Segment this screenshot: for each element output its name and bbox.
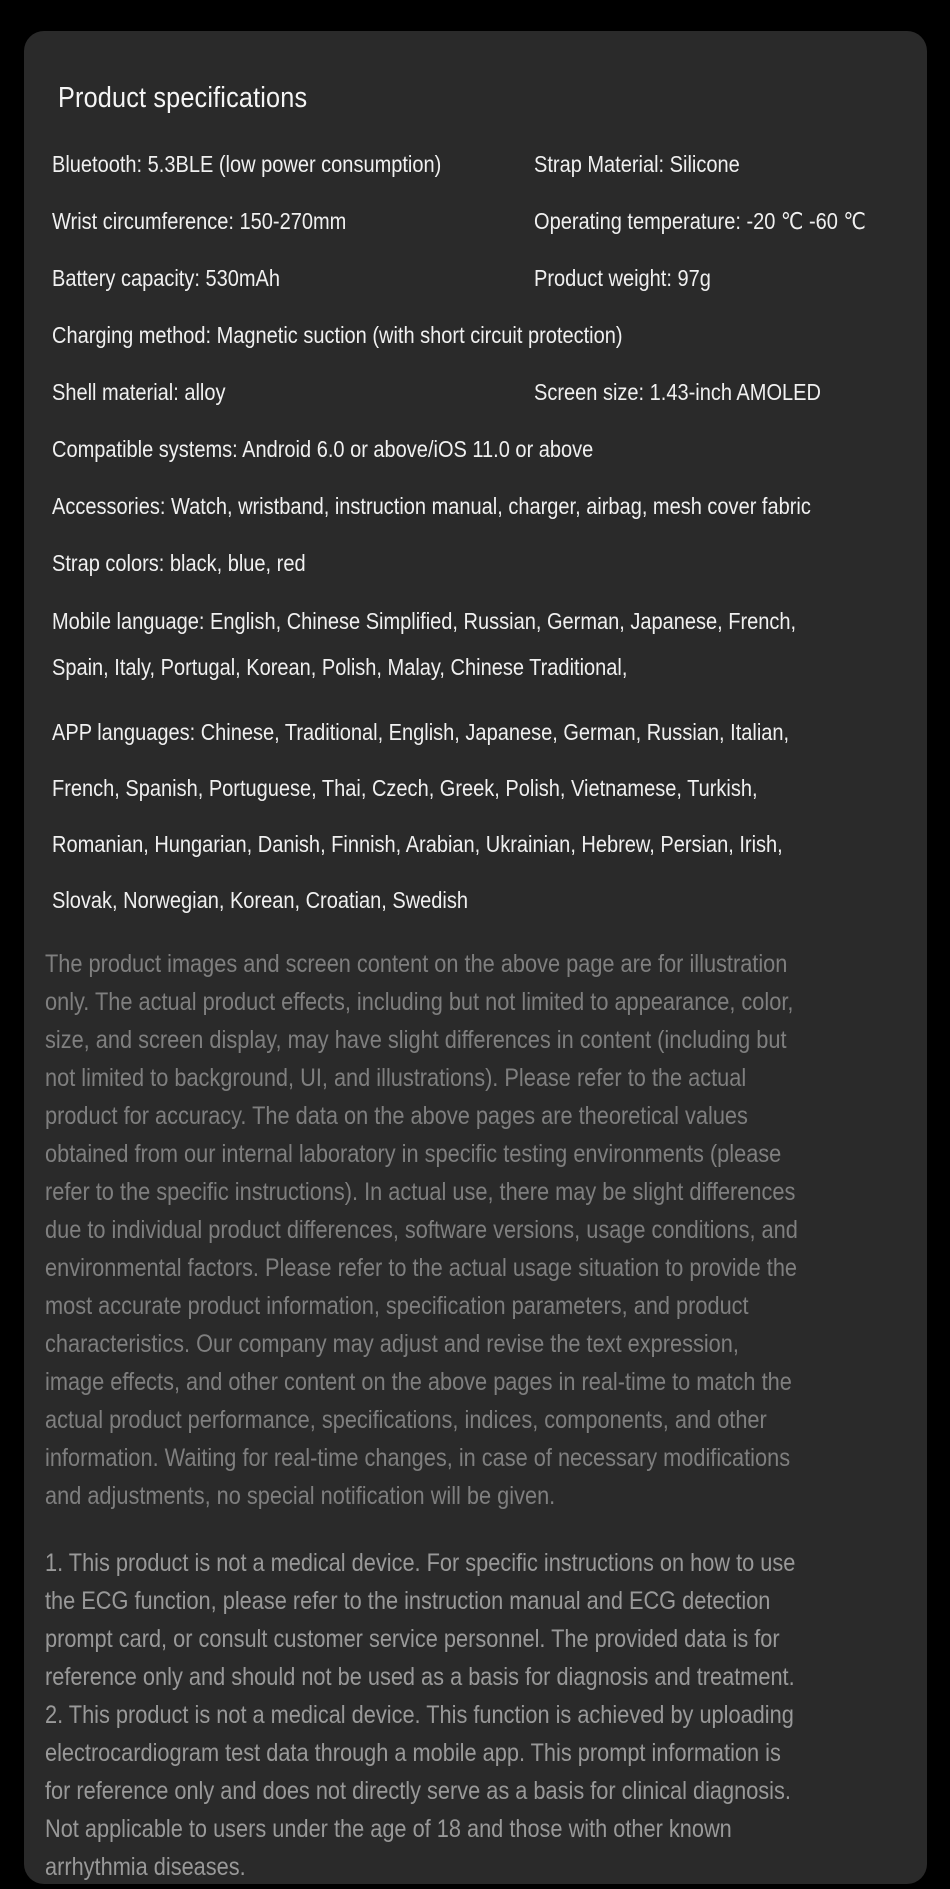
disclaimer-line: characteristics. Our company may adjust and revise the text expression,	[45, 1330, 739, 1358]
mobile-language-line: Spain, Italy, Portugal, Korean, Polish, Malay, Chinese Traditional,	[52, 654, 628, 680]
medical-note-line: the ECG function, please refer to the instruction manual and ECG detection	[45, 1587, 771, 1615]
medical-note-line: arrhythmia diseases.	[45, 1853, 246, 1881]
medical-note-line: Not applicable to users under the age of 18 and those with other known	[45, 1815, 732, 1843]
spec-battery-capacity: Battery capacity: 530mAh	[52, 265, 281, 291]
app-languages-line: Slovak, Norwegian, Korean, Croatian, Swedish	[52, 887, 468, 913]
product-spec-card	[24, 31, 927, 1884]
spec-bluetooth: Bluetooth: 5.3BLE (low power consumption)	[52, 151, 442, 177]
medical-note-line: electrocardiogram test data through a mobile app. This prompt information is	[45, 1739, 781, 1767]
disclaimer-line: The product images and screen content on the above page are for illustration	[45, 950, 788, 978]
spec-row	[24, 307, 927, 364]
page-title: Product specifications	[58, 82, 308, 114]
spec-shell-material: Shell material: alloy	[52, 379, 226, 405]
spec-row	[24, 478, 927, 535]
app-languages-line: APP languages: Chinese, Traditional, English, Japanese, German, Russian, Italian,	[52, 719, 790, 745]
spec-product-weight: Product weight: 97g	[534, 265, 711, 291]
disclaimer-line: information. Waiting for real-time changes, in case of necessary modifications	[45, 1444, 791, 1472]
medical-note-line: for reference only and does not directly serve as a basis for clinical diagnosis.	[45, 1777, 791, 1805]
medical-note-line: 1. This product is not a medical device. For specific instructions on how to use	[45, 1549, 796, 1577]
spec-accessories: Accessories: Watch, wristband, instruction manual, charger, airbag, mesh cover fabric	[52, 493, 811, 519]
medical-notes-paragraph	[24, 1544, 927, 1884]
spec-screen-size: Screen size: 1.43-inch AMOLED	[534, 379, 821, 405]
spec-row	[24, 364, 927, 421]
disclaimer-line: product for accuracy. The data on the above pages are theoretical values	[45, 1102, 748, 1130]
spec-charging-method: Charging method: Magnetic suction (with short circuit protection)	[52, 322, 623, 348]
mobile-language-paragraph	[24, 598, 927, 690]
disclaimer-line: refer to the specific instructions). In actual use, there may be slight differences	[45, 1178, 796, 1206]
disclaimer-line: only. The actual product effects, including but not limited to appearance, color,	[45, 988, 794, 1016]
disclaimer-line: most accurate product information, specification parameters, and product	[45, 1292, 749, 1320]
spec-row	[24, 421, 927, 478]
disclaimer-line: image effects, and other content on the above pages in real-time to match the	[45, 1368, 792, 1396]
spec-strap-material: Strap Material: Silicone	[534, 151, 740, 177]
medical-note-line: reference only and should not be used as a basis for diagnosis and treatment.	[45, 1663, 795, 1691]
disclaimer-line: environmental factors. Please refer to the actual usage situation to provide the	[45, 1254, 798, 1282]
disclaimer-line: actual product performance, specifications, indices, components, and other	[45, 1406, 767, 1434]
spec-strap-colors: Strap colors: black, blue, red	[52, 550, 306, 576]
spec-row	[24, 193, 927, 250]
spec-list	[24, 136, 927, 592]
app-languages-line: French, Spanish, Portuguese, Thai, Czech, Greek, Polish, Vietnamese, Turkish,	[52, 775, 758, 801]
disclaimer-line: size, and screen display, may have slight differences in content (including but	[45, 1026, 787, 1054]
disclaimer-line: due to individual product differences, software versions, usage conditions, and	[45, 1216, 798, 1244]
app-languages-line: Romanian, Hungarian, Danish, Finnish, Arabian, Ukrainian, Hebrew, Persian, Irish,	[52, 831, 783, 857]
spec-row	[24, 136, 927, 193]
app-languages-paragraph	[24, 704, 927, 928]
spec-row	[24, 250, 927, 307]
disclaimer-line: not limited to background, UI, and illustrations). Please refer to the actual	[45, 1064, 747, 1092]
disclaimer-line: obtained from our internal laboratory in specific testing environments (please	[45, 1140, 782, 1168]
spec-wrist-circumference: Wrist circumference: 150-270mm	[52, 208, 347, 234]
spec-compatible-systems: Compatible systems: Android 6.0 or above/iOS 11.0 or above	[52, 436, 594, 462]
illustration-disclaimer-paragraph	[24, 945, 927, 1515]
medical-note-line: prompt card, or consult customer service personnel. The provided data is for	[45, 1625, 780, 1653]
spec-operating-temperature: Operating temperature: -20 ℃ -60 ℃	[534, 208, 866, 234]
medical-note-line: 2. This product is not a medical device. This function is achieved by uploading	[45, 1701, 794, 1729]
disclaimer-line: and adjustments, no special notification will be given.	[45, 1482, 556, 1510]
mobile-language-line: Mobile language: English, Chinese Simplified, Russian, German, Japanese, French,	[52, 608, 797, 634]
spec-row	[24, 535, 927, 592]
